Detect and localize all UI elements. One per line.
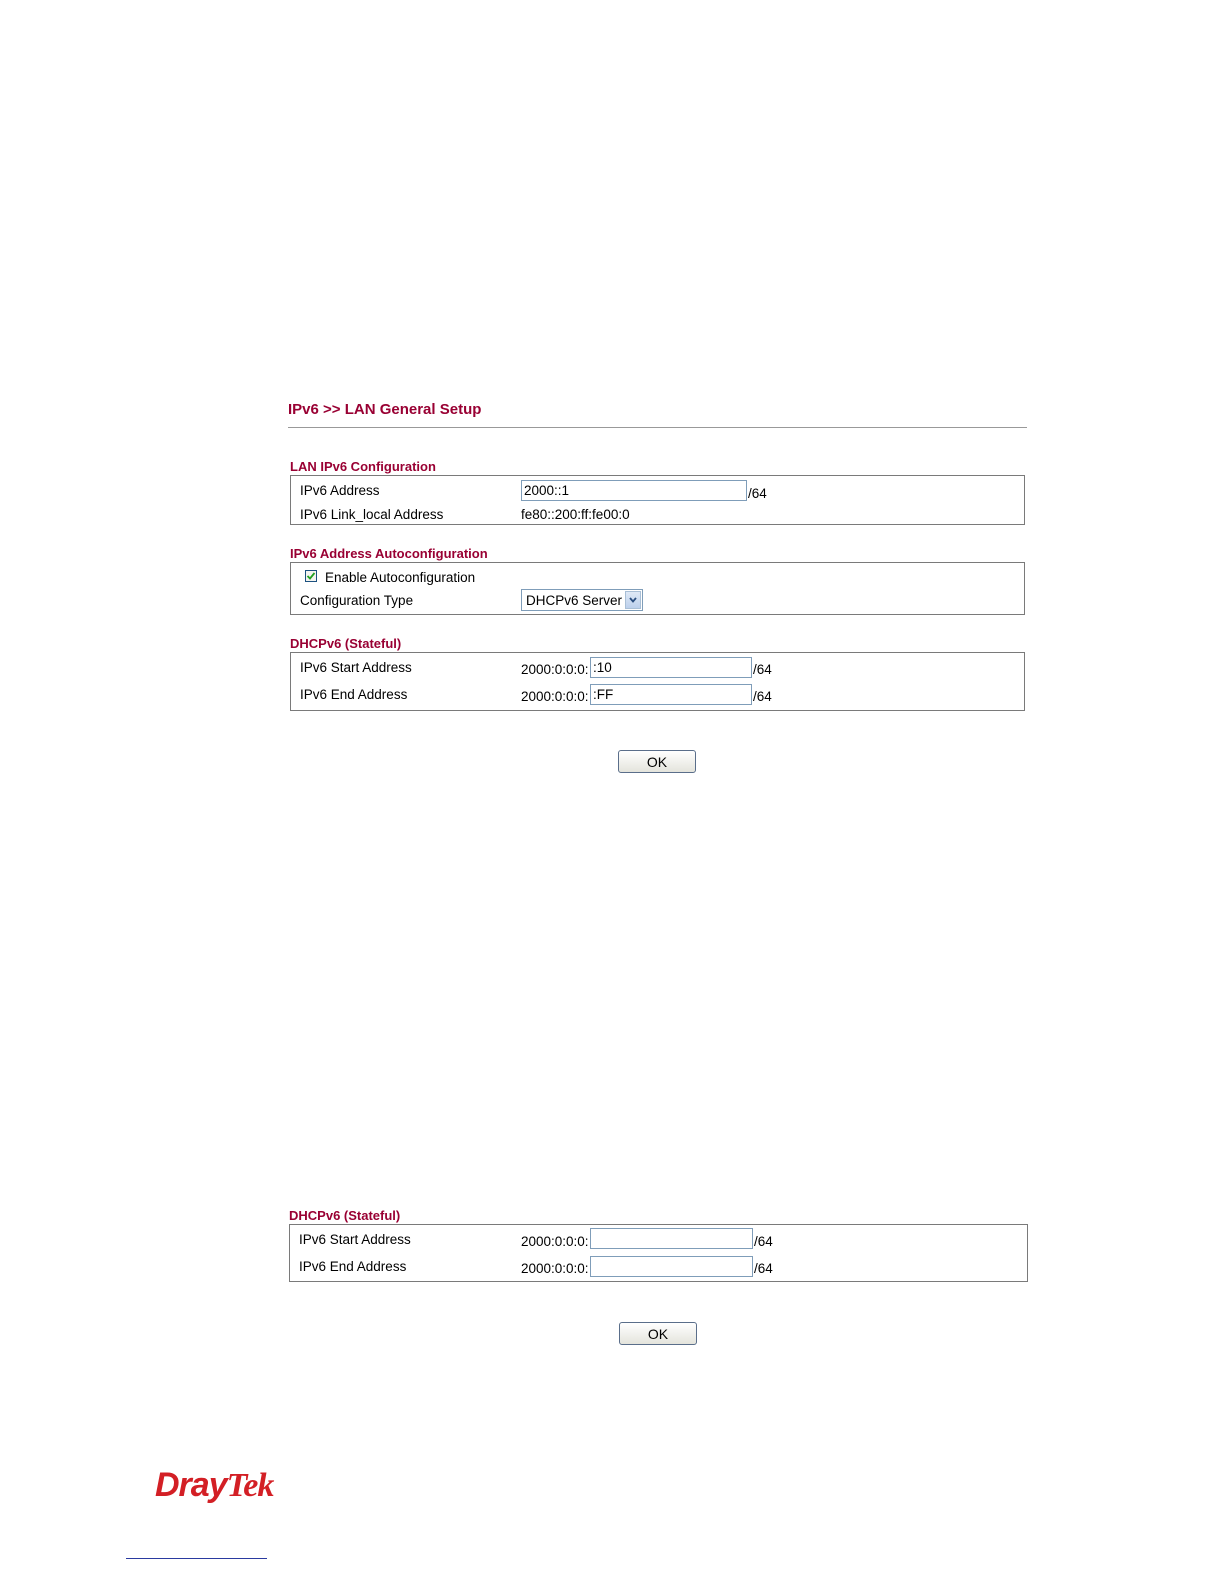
- configuration-type-value: DHCPv6 Server: [526, 592, 623, 608]
- configuration-type-select[interactable]: [521, 589, 643, 611]
- ipv6-end-address-input[interactable]: [590, 684, 752, 705]
- ipv6-start-address-label-2: IPv6 Start Address: [299, 1232, 411, 1247]
- ok-button[interactable]: OK: [618, 750, 696, 773]
- select-dropdown-button[interactable]: [625, 591, 641, 609]
- dhcpv6-empty-section-title: DHCPv6 (Stateful): [289, 1208, 401, 1223]
- logo-part-dray: Dray: [155, 1466, 227, 1504]
- ipv6-end-address-prefix-2: 2000:0:0:0:: [521, 1261, 589, 1276]
- footer-divider: [126, 1558, 267, 1559]
- autoconfig-section-title: IPv6 Address Autoconfiguration: [290, 546, 488, 561]
- ipv6-start-address-input-2[interactable]: [590, 1228, 753, 1249]
- ipv6-start-address-label: IPv6 Start Address: [300, 660, 412, 675]
- enable-autoconfig-checkbox[interactable]: [305, 570, 317, 582]
- page-title: IPv6 >> LAN General Setup: [288, 401, 482, 418]
- ipv6-start-address-suffix-2: /64: [754, 1234, 773, 1249]
- link-local-address-label: IPv6 Link_local Address: [300, 507, 444, 522]
- title-divider: [288, 427, 1027, 428]
- ipv6-address-label: IPv6 Address: [300, 483, 380, 498]
- configuration-type-label: Configuration Type: [300, 593, 414, 608]
- ipv6-end-address-suffix-2: /64: [754, 1261, 773, 1276]
- ipv6-start-address-prefix-2: 2000:0:0:0:: [521, 1234, 589, 1249]
- chevron-down-icon: [629, 597, 637, 603]
- lan-ipv6-section-title: LAN IPv6 Configuration: [290, 459, 436, 474]
- checkmark-icon: [306, 571, 316, 581]
- link-local-address-value: fe80::200:ff:fe00:0: [521, 507, 630, 522]
- logo-part-tek: Tek: [226, 1467, 274, 1504]
- ipv6-end-address-label-2: IPv6 End Address: [299, 1259, 407, 1274]
- ipv6-end-address-label: IPv6 End Address: [300, 687, 408, 702]
- ipv6-end-address-suffix: /64: [753, 689, 772, 704]
- ipv6-start-address-input[interactable]: [590, 657, 752, 678]
- ok-button-2[interactable]: OK: [619, 1322, 697, 1345]
- ipv6-end-address-prefix: 2000:0:0:0:: [521, 689, 589, 704]
- draytek-logo: [155, 1466, 273, 1505]
- enable-autoconfig-label: Enable Autoconfiguration: [325, 570, 476, 585]
- ipv6-start-address-suffix: /64: [753, 662, 772, 677]
- dhcpv6-section-title: DHCPv6 (Stateful): [290, 636, 402, 651]
- ipv6-address-input[interactable]: [521, 480, 747, 501]
- ipv6-start-address-prefix: 2000:0:0:0:: [521, 662, 589, 677]
- ipv6-end-address-input-2[interactable]: [590, 1256, 753, 1277]
- ipv6-address-prefix-length: /64: [748, 486, 767, 501]
